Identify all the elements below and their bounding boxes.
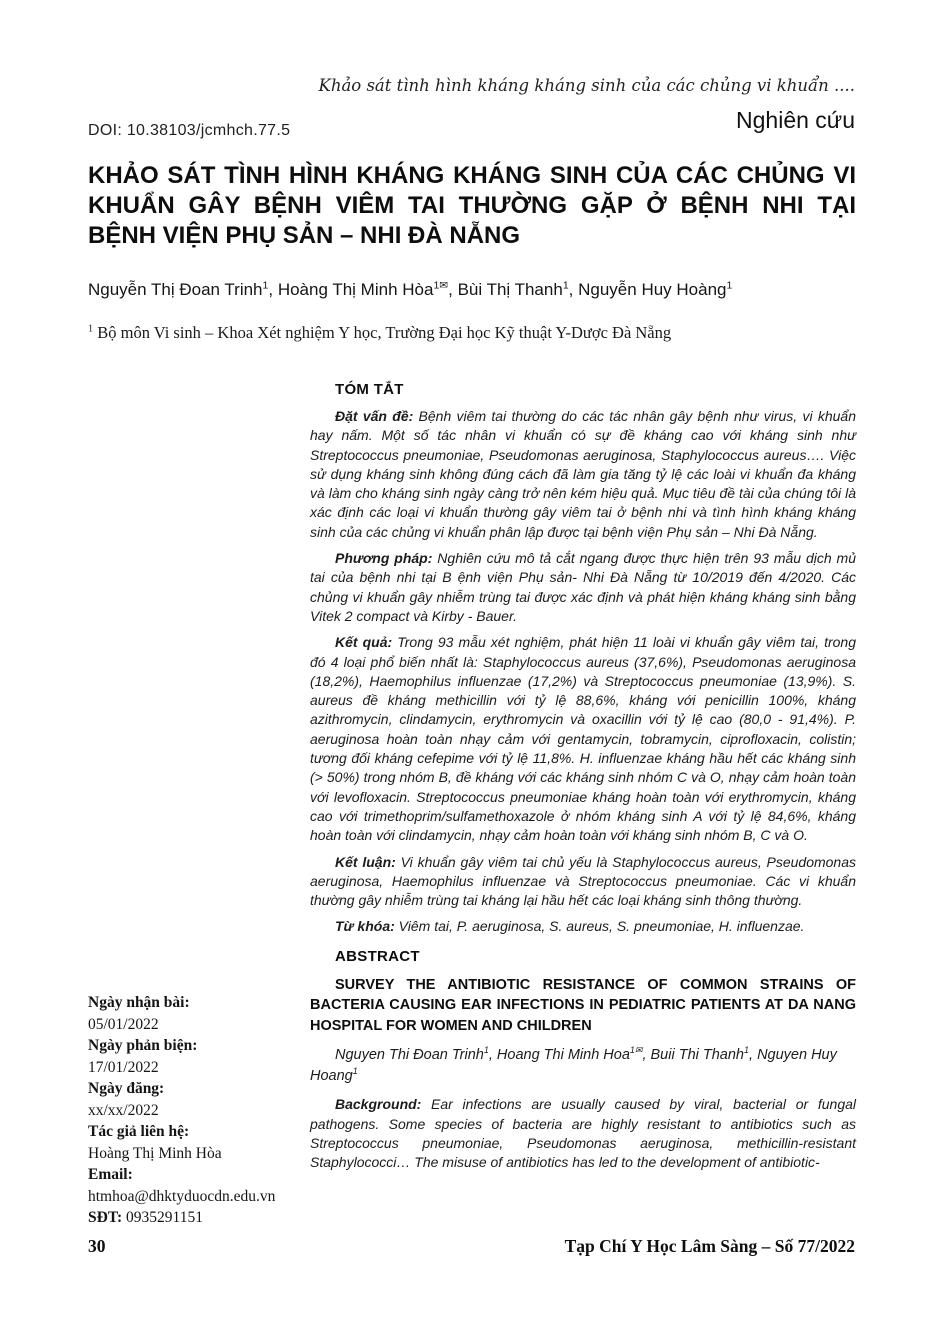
author-separator: , xyxy=(568,280,579,299)
paragraph-text: Ear infections are usually caused by viral, bacterial or fungal pathogens. Some species of bacteria are highly resistant to antibiotics such as Streptococcus pneumoniae, Pseudomonas aeruginosa, methicillin-resistant Staphylococci… The misuse of antibiotics has led to the development of antibiotic- xyxy=(310,1096,856,1171)
authors-line-vi xyxy=(88,280,856,300)
paragraph-phuong-phap xyxy=(310,549,856,626)
article-meta-sidebar xyxy=(88,992,300,1229)
meta-phone xyxy=(88,1207,300,1229)
tomtat-heading: TÓM TẮT xyxy=(335,381,404,398)
affiliation xyxy=(88,323,856,343)
author-superscript: 1 xyxy=(262,279,269,292)
author-name: Buii Thi Thanh xyxy=(650,1047,744,1064)
meta-label: Ngày phản biện: xyxy=(88,1037,198,1054)
author-superscript: 1 xyxy=(726,279,733,292)
meta-publish-date xyxy=(88,1078,300,1121)
page-number: 30 xyxy=(88,1236,106,1256)
author-en xyxy=(335,1047,489,1063)
paragraph-ket-luan xyxy=(310,853,856,911)
author-superscript: 1 xyxy=(744,1045,749,1056)
author-superscript-envelope: 1✉ xyxy=(433,279,449,292)
meta-value: Hoàng Thị Minh Hòa xyxy=(88,1144,222,1162)
article-title-vi: KHẢO SÁT TÌNH HÌNH KHÁNG KHÁNG SINH CỦA CÁC CHỦNG VI KHUẨN GÂY BỆNH VIÊM TAI THƯỜNG GẶP Ở BỆNH NHI TẠI BỆNH VIỆN PHỤ SẢN – NHI ĐÀ NẴNG xyxy=(88,162,856,249)
doi-text: DOI: 10.38103/jcmhch.77.5 xyxy=(88,122,291,139)
affiliation-superscript: 1 xyxy=(88,323,94,335)
author-name: Hoang Thi Minh Hoa xyxy=(496,1047,630,1064)
authors-line-en xyxy=(310,1045,856,1086)
paragraph-label: Từ khóa: xyxy=(335,918,395,935)
meta-email xyxy=(88,1164,300,1207)
meta-label: Ngày nhận bài: xyxy=(88,994,190,1011)
author-superscript: 1 xyxy=(352,1065,358,1076)
author-name: Nguyen Huy Hoang xyxy=(310,1047,837,1084)
author-vi xyxy=(569,280,733,299)
paragraph-dat-van-de xyxy=(310,407,856,542)
paragraph-label: Kết quả: xyxy=(335,634,393,651)
author-vi xyxy=(448,280,569,299)
author-en xyxy=(642,1047,749,1063)
meta-corresponding-author xyxy=(88,1121,300,1164)
author-separator: , xyxy=(488,1047,497,1064)
paragraph-text: Viêm tai, P. aeruginosa, S. aureus, S. pneumoniae, H. influenzae. xyxy=(394,918,805,935)
meta-value: 05/01/2022 xyxy=(88,1015,159,1033)
meta-received-date xyxy=(88,992,300,1035)
meta-label: SĐT: xyxy=(88,1209,123,1226)
paragraph-label: Kết luận: xyxy=(335,853,396,870)
meta-label: Tác giả liên hệ: xyxy=(88,1123,190,1140)
paragraph-text: Nghiên cứu mô tả cắt ngang được thực hiện trên 93 mẫu dịch mủ tai của bệnh nhi tại B ệnh viện Phụ sản- Nhi Đà Nẵng từ 10/2019 đến 4/2020. Các chủng vi khuẩn gây nhiễm trùng tai được xác định và phát hiện kháng kháng sinh bằng Vitek 2 compact và Kirby - Bauer. xyxy=(310,550,856,624)
author-vi xyxy=(268,280,448,299)
meta-email-value: htmhoa@dhktyduocdn.edu.vn xyxy=(88,1187,276,1205)
paragraph-text: Vi khuẩn gây viêm tai chủ yếu là Staphylococcus aureus, Pseudomonas aeruginosa, Haemophilus influenzae và Streptococcus pneumoniae. Các vi khuẩn thường gây nhiễm trùng tai kháng lại hầu hết các loại kháng sinh thông thường. xyxy=(310,853,857,909)
meta-label: Ngày đăng: xyxy=(88,1080,165,1097)
article-category-label: Nghiên cứu xyxy=(736,107,855,133)
author-name: Nguyễn Huy Hoàng xyxy=(578,280,727,299)
author-en xyxy=(489,1047,643,1063)
paragraph-label: Background: xyxy=(335,1096,422,1113)
article-title-en: SURVEY THE ANTIBIOTIC RESISTANCE OF COMMON STRAINS OF BACTERIA CAUSING EAR INFECTIONS IN PEDIATRIC PATIENTS AT DA NANG HOSPITAL FOR WOMEN AND CHILDREN xyxy=(310,976,856,1034)
author-superscript: 1 xyxy=(483,1045,489,1056)
abstract-column xyxy=(310,381,856,1179)
author-separator: , xyxy=(642,1047,651,1064)
author-superscript-envelope: 1✉ xyxy=(629,1045,643,1056)
author-superscript: 1 xyxy=(562,279,569,292)
paragraph-background xyxy=(310,1095,856,1172)
author-name: Hoàng Thị Minh Hòa xyxy=(277,280,434,299)
author-name: Bùi Thị Thanh xyxy=(457,280,563,299)
author-vi xyxy=(88,280,268,299)
paragraph-text: Bệnh viêm tai thường do các tác nhân gây bệnh như virus, vi khuẩn hay nấm. Một số tác nhân vi khuẩn có sự đề kháng cao với kháng sinh như Streptococcus pneumoniae, Pseudomonas aeruginosa, Staphylococcus aureus…. Việc sử dụng kháng sinh không đúng cách đã làm gia tăng tỷ lệ các loài vi khuẩn đa kháng và làm cho kháng sinh ngày càng trở nên kém hiệu quả. Mục tiêu đề tài của chúng tôi là xác định các loại vi khuẩn thường gây viêm tai ở bệnh nhi và tình hình kháng kháng sinh của các chủng vi khuẩn phân lập được tại bệnh viện Phụ sản – Nhi Đà Nẵng. xyxy=(310,408,856,540)
author-name: Nguyen Thi Đoan Trinh xyxy=(335,1047,484,1064)
paragraph-tu-khoa xyxy=(310,917,856,936)
meta-label: Email: xyxy=(88,1166,133,1183)
meta-review-date xyxy=(88,1035,300,1078)
author-separator: , xyxy=(749,1047,758,1064)
page-footer xyxy=(88,1236,855,1257)
affiliation-text: Bộ môn Vi sinh – Khoa Xét nghiệm Y học, Trường Đại học Kỹ thuật Y-Dược Đà Nẵng xyxy=(93,323,672,342)
meta-value: 0935291151 xyxy=(126,1209,203,1226)
author-separator: , xyxy=(268,280,278,299)
paragraph-text: Trong 93 mẫu xét nghiệm, phát hiện 11 loài vi khuẩn gây viêm tai, trong đó 4 loại phổ biến nhất là: Staphylococcus aureus (37,6%), Pseudomonas aeruginosa (18,2%), Haemophilus influenzae (17,2%) và Streptococcus pneumoniae (13,9%). S. aureus đề kháng methicillin với tỷ lệ 88,6%, kháng với penicillin 100%, kháng azithromycin, clindamycin, erythromycin và oxacillin với tỷ lệ cao (80,0 - 91,4%). P. aeruginosa hoàn toàn nhạy cảm với gentamycin, tobramycin, ciprofloxacin, colistin; tương đối kháng cefepime với tỷ lệ 11,8%. H. influenzae kháng hầu hết các kháng sinh (> 50%) trong nhóm B, đề kháng với các kháng sinh nhóm C và O, nhạy cảm hoàn toàn với levofloxacin. Streptococcus pneumoniae kháng hoàn toàn với erythromycin, kháng cao với trimethoprim/sulfamethoxazole ở nhóm kháng sinh A với tỷ lệ 84,6%, kháng hoàn toàn với clindamycin, nhạy cảm hoàn toàn với kháng sinh nhóm B, C và O. xyxy=(310,634,857,844)
author-separator: , xyxy=(448,280,458,299)
running-head: Khảo sát tình hình kháng kháng sinh của các chủng vi khuẩn .... xyxy=(318,76,855,95)
meta-value: xx/xx/2022 xyxy=(88,1101,159,1119)
author-name: Nguyễn Thị Đoan Trinh xyxy=(88,280,263,299)
paragraph-ket-qua xyxy=(310,633,856,845)
journal-issue-label: Tạp Chí Y Học Lâm Sàng – Số 77/2022 xyxy=(564,1236,855,1256)
abstract-heading: ABSTRACT xyxy=(335,947,420,965)
paragraph-label: Đặt vấn đề: xyxy=(335,408,414,424)
paragraph-label: Phương pháp: xyxy=(335,550,433,567)
meta-value: 17/01/2022 xyxy=(88,1058,159,1076)
